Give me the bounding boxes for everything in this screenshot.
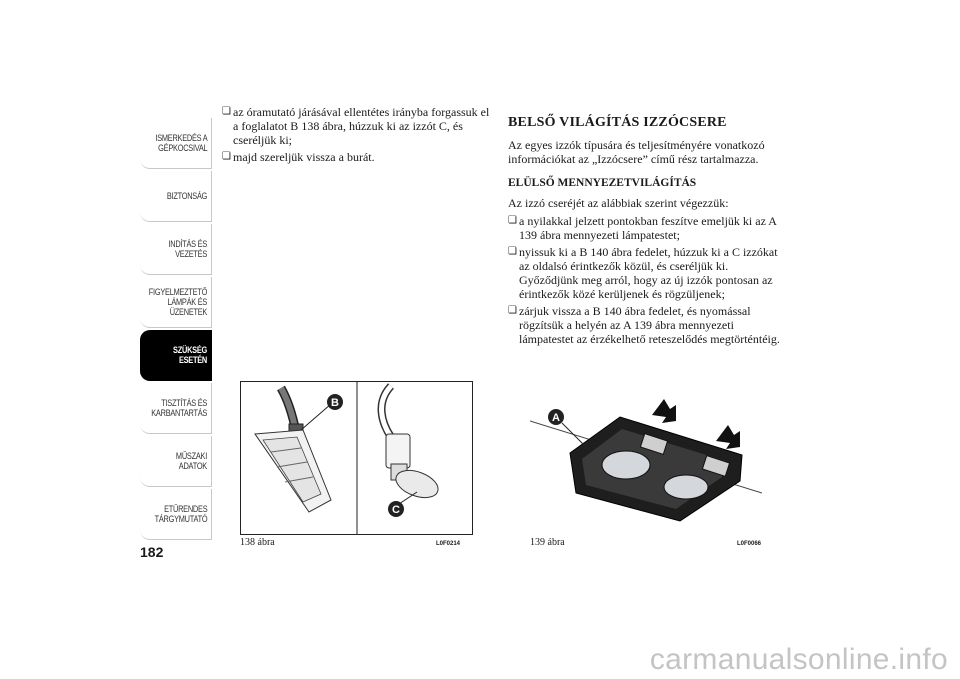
tab-biztonsag[interactable] bbox=[140, 171, 212, 222]
tab-label: ISMERKEDÉS A GÉPKOCSIVAL bbox=[154, 133, 207, 153]
figure-138-code: L0F0214 bbox=[436, 541, 461, 547]
tab-targymutato[interactable] bbox=[140, 489, 212, 540]
tab-figyelmezteto[interactable] bbox=[140, 277, 212, 328]
figure-139 bbox=[530, 381, 762, 535]
list-item: ❏ nyissuk ki a B 140 ábra fedelet, húzzuk ki a C izzókat az oldalsó érintkezők közül, és cseréljük ki. Győződjünk meg arról, hogy az új izzók pontosan az érintkezők közé kerüljenek és rögzüljenek; bbox=[508, 245, 783, 301]
tab-szukseg-eseten[interactable] bbox=[140, 330, 212, 381]
right-column bbox=[508, 116, 783, 349]
watermark: carmanualsonline.info bbox=[649, 643, 948, 676]
tab-label: FIGYELMEZTETŐ LÁMPÁK ÉS ÜZENETEK bbox=[148, 287, 207, 317]
intro-text: Az egyes izzók típusára és teljesítményére vonatkozó információkat az „Izzócsere” című rész tartalmazza. bbox=[508, 138, 765, 166]
ceiling-lamp-illustration bbox=[530, 381, 762, 535]
list-item: ❏ a nyilakkal jelzett pontokban feszítve emeljük ki az A 139 ábra mennyezeti lámpatestet; bbox=[508, 214, 783, 242]
section-heading: BELSŐ VILÁGÍTÁS IZZÓCSERE bbox=[508, 115, 727, 130]
tab-label: TISZTÍTÁS ÉS KARBANTARTÁS bbox=[151, 398, 207, 418]
tab-ismerkedes[interactable] bbox=[140, 118, 212, 169]
sub-heading: ELÜLSŐ MENNYEZETVILÁGÍTÁS bbox=[508, 177, 697, 189]
tab-label: INDÍTÁS ÉS VEZETÉS bbox=[168, 239, 207, 259]
page-number: 182 bbox=[140, 544, 164, 560]
tab-label: MŰSZAKI ADATOK bbox=[175, 451, 207, 471]
tab-label: SZÜKSÉG ESETÉN bbox=[173, 345, 207, 365]
figure-139-code: L0F0066 bbox=[737, 541, 762, 547]
lamp-holder-illustration bbox=[241, 382, 472, 534]
marker-b-label: B bbox=[331, 397, 339, 409]
figure-138 bbox=[240, 381, 473, 535]
tab-inditas[interactable] bbox=[140, 224, 212, 275]
marker-a-label: A bbox=[552, 412, 560, 424]
tab-tisztitas[interactable] bbox=[140, 383, 212, 434]
figure-138-caption: 138 ábra bbox=[240, 537, 275, 548]
marker-c-label: C bbox=[392, 504, 400, 516]
left-column bbox=[222, 105, 492, 167]
tab-label: ETŰRENDES TÁRGYMUTATÓ bbox=[154, 504, 207, 524]
list-item: ❏ zárjuk vissza a B 140 ábra fedelet, és nyomással rögzítsük a helyén az A 139 ábra mennyezeti lámpatestet az érzékelhető reteszelődés megtörténtéig. bbox=[508, 304, 783, 346]
tab-label: BIZTONSÁG bbox=[166, 191, 207, 201]
list-item: ❏ az óramutató járásával ellentétes irányba forgassuk el a foglalatot B 138 ábra, húzzuk ki az izzót C, és cseréljük ki; bbox=[222, 105, 492, 147]
tab-muszaki-adatok[interactable] bbox=[140, 436, 212, 487]
list-item: ❏ majd szereljük vissza a burát. bbox=[222, 150, 492, 164]
chapter-nav bbox=[140, 118, 212, 542]
figure-139-caption: 139 ábra bbox=[530, 537, 565, 548]
lead-text: Az izzó cseréjét az alábbiak szerint végezzük: bbox=[508, 196, 729, 210]
